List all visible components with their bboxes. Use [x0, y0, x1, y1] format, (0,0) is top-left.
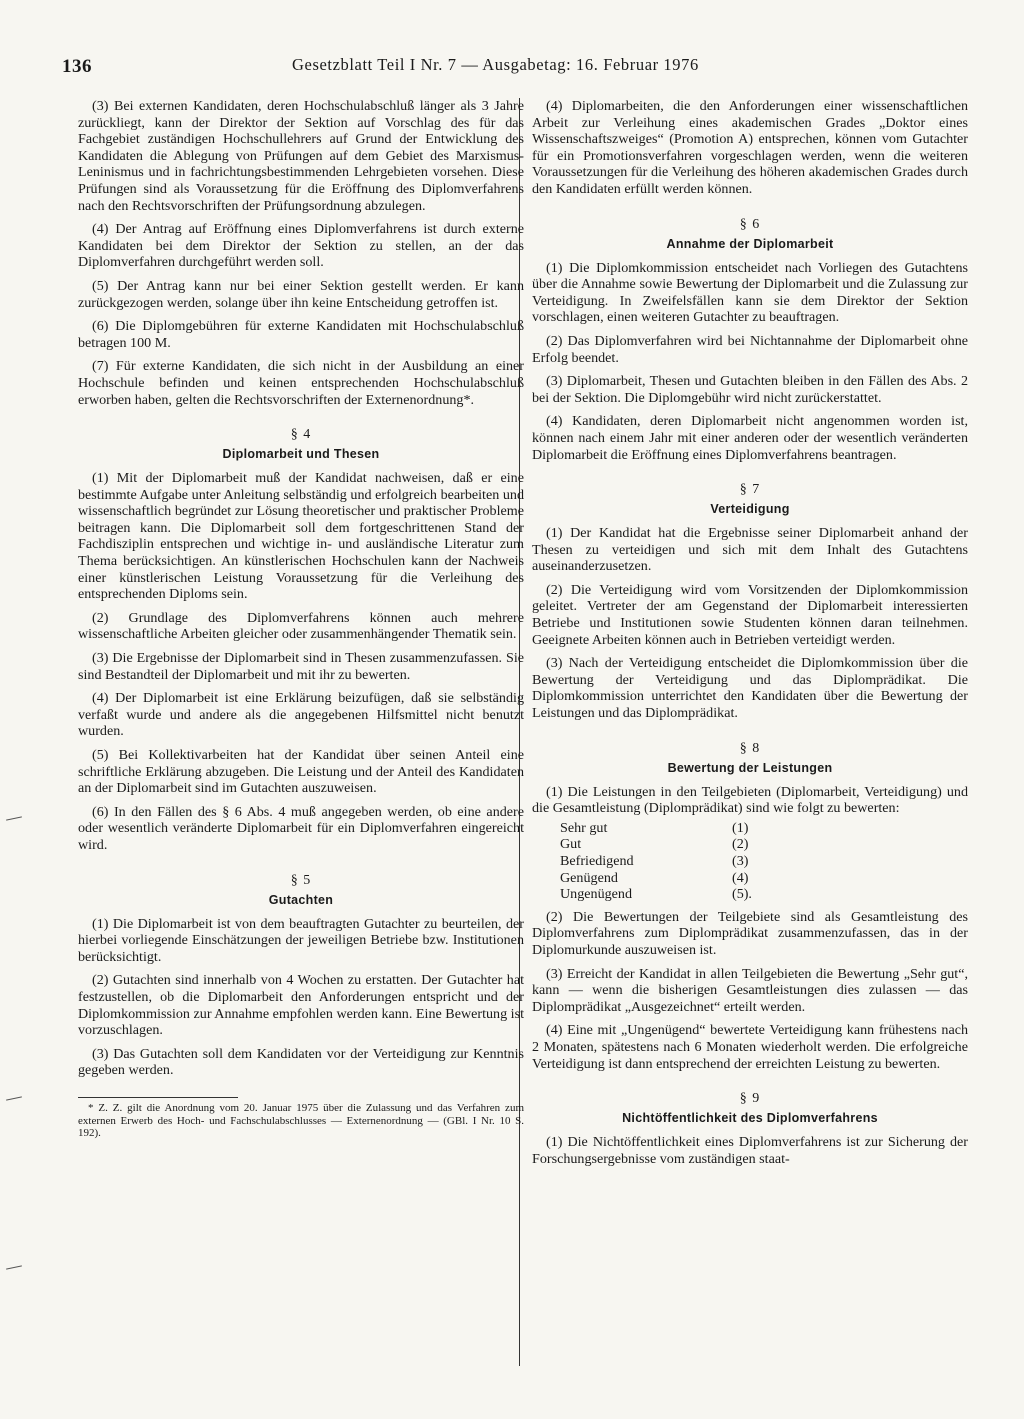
paragraph: (3) Bei externen Kandidaten, deren Hochschulabschluß länger als 3 Jahre zurückliegt, kann der Direktor der Sektion auf Vorschlag des für das Fachgebiet zuständigen Hochschullehrers auf Grund der Entwicklung des Kandidaten die Ablegung von Prüfungen auf dem Gebiet des Marxismus-Leninismus und in fachrichtungsbestimmenden Lehrgebieten vorsehen. Diese Prüfungen sind als Voraussetzung für die Eröffnung des Diplomverfahrens nach den Rechtsvorschriften der Prüfungsordnung abzulegen.	[78, 98, 524, 214]
section-number: § 8	[739, 740, 761, 756]
section-number: § 4	[290, 427, 312, 443]
paragraph: (4) Diplomarbeiten, die den Anforderungen einer wissenschaftlichen Arbeit zur Verleihung eines akademischen Grades „Doktor eines Wissenschaftszweiges“ (Promotion A) entsprechen, können vom Gutachter für ein Promotionsverfahren vorgeschlagen werden, wenn die weiteren Voraussetzungen für die Verleihung des höheren akademischen Grades durch den Kandidaten erfüllt werden können.	[532, 98, 968, 197]
paragraph: (7) Für externe Kandidaten, die sich nicht in der Ausbildung an einer Hochschule befinden und keinen entsprechenden Hochschulabschluß erworben haben, gelten die Rechtsvorschriften der Externenordnung*.	[78, 358, 524, 408]
running-header: Gesetzblatt Teil I Nr. 7 — Ausgabetag: 16. Februar 1976	[292, 55, 699, 74]
footnote: * Z. Z. gilt die Anordnung vom 20. Januar 1975 über die Zulassung und das Verfahren zum externen Erwerb des Hoch- und Fachschulabschlusses — Externenordnung — (GBl. I Nr. 10 S. 192).	[78, 1101, 524, 1140]
margin-mark	[6, 816, 22, 820]
paragraph: (6) In den Fällen des § 6 Abs. 4 muß angegeben werden, ob eine andere oder wesentlich veränderte Diplomarbeit für ein Diplomverfahren eingereicht wird.	[78, 803, 524, 853]
grade-name: Genügend	[560, 869, 618, 886]
paragraph: (4) Der Diplomarbeit ist eine Erklärung beizufügen, daß sie selbständig verfaßt wurde und andere als die angegebenen Hilfsmittel nicht benutzt wurden.	[78, 690, 524, 740]
section-number: § 9	[739, 1091, 761, 1107]
right-column	[532, 98, 968, 1174]
section-number: § 7	[739, 482, 761, 498]
paragraph: (5) Bei Kollektivarbeiten hat der Kandidat über seinen Anteil eine schriftliche Erklärung abzugeben. Die Leistung und der Anteil des Kandidaten an der Diplomarbeit sind im Gutachten auszuweisen.	[78, 747, 524, 797]
left-column	[78, 98, 524, 1140]
paragraph: (3) Das Gutachten soll dem Kandidaten vor der Verteidigung zur Kenntnis gegeben werden.	[78, 1045, 524, 1079]
grade-row	[560, 820, 968, 837]
grade-code: (4)	[732, 869, 749, 886]
grade-code: (5).	[732, 886, 752, 903]
paragraph: (2) Gutachten sind innerhalb von 4 Wochen zu erstatten. Der Gutachter hat festzustellen, ob die Diplomarbeit den Anforderungen entspricht und der Diplomkommission zur Annahme empfohlen werden kann. Eine Bewertung ist vorzuschlagen.	[78, 972, 524, 1039]
grade-code: (3)	[732, 853, 749, 869]
paragraph: (4) Kandidaten, deren Diplomarbeit nicht angenommen worden ist, können nach einem Jahr mit einer anderen oder der wesentlich veränderten Diplomarbeit die Eröffnung eines Diplomverfahrens beantragen.	[532, 413, 968, 463]
grade-row	[560, 836, 968, 853]
page-number: 136	[62, 56, 92, 77]
paragraph: (1) Die Nichtöffentlichkeit eines Diplomverfahrens ist zur Sicherung der Forschungsergebnisse vom zuständigen staat-	[532, 1134, 968, 1167]
section-heading-4	[78, 426, 524, 464]
paragraph: (1) Die Leistungen in den Teilgebieten (Diplomarbeit, Verteidigung) und die Gesamtleistung (Diplomprädikat) sind wie folgt zu bewerten:	[532, 783, 968, 817]
section-number: § 6	[739, 216, 761, 232]
section-title: Gutachten	[268, 892, 334, 907]
paragraph: (4) Eine mit „Ungenügend“ bewertete Verteidigung kann frühestens nach 2 Monaten, spätestens nach 6 Monaten wiederholt werden. Die erfolgreiche Verteidigung ist dann entsprechend der erreichten Leistung zu bewerten.	[532, 1022, 968, 1072]
paragraph: (1) Die Diplomkommission entscheidet nach Vorliegen des Gutachtens über die Annahme sowie Bewertung der Diplomarbeit und die Zulassung zur Verteidigung. In Zweifelsfällen kann sie dem Direktor der Sektion vorschlagen, einen weiteren Gutachter zu beauftragen.	[532, 259, 968, 326]
grade-name: Befriedigend	[560, 853, 634, 869]
section-heading-5	[78, 872, 524, 910]
grade-scale	[560, 820, 968, 903]
paragraph: (3) Erreicht der Kandidat in allen Teilgebieten die Bewertung „Sehr gut“, kann — wenn die bisherigen Gesamtleistungen dies zulassen — das Diplomprädikat „Ausgezeichnet“ erteilt werden.	[532, 965, 968, 1015]
section-title: Bewertung der Leistungen	[667, 760, 833, 775]
paragraph: (3) Nach der Verteidigung entscheidet die Diplomkommission über die Bewertung der Verteidigung und das Diplomprädikat. Die Diplomkommission unterrichtet den Kandidaten über die Bewertung der Leistungen und das Diplomprädikat.	[532, 655, 968, 722]
paragraph: (4) Der Antrag auf Eröffnung eines Diplomverfahrens ist durch externe Kandidaten bei dem Direktor der Sektion zu stellen, an der das Diplomverfahren durchgeführt werden soll.	[78, 221, 524, 271]
paragraph: (3) Diplomarbeit, Thesen und Gutachten bleiben in den Fällen des Abs. 2 bei der Sektion. Die Diplomgebühr wird nicht zurückerstattet.	[532, 373, 968, 406]
section-number: § 5	[290, 872, 312, 888]
grade-name: Ungenügend	[560, 886, 633, 903]
section-heading-7	[532, 481, 968, 519]
grade-name: Gut	[560, 836, 582, 853]
grade-code: (1)	[732, 819, 749, 836]
section-heading-9	[532, 1090, 968, 1128]
section-heading-8	[532, 740, 968, 778]
section-title: Annahme der Diplomarbeit	[666, 236, 834, 251]
paragraph: (2) Die Verteidigung wird vom Vorsitzenden der Diplomkommission geleitet. Vertreter der am Gegenstand der Diplomarbeit interessierten Betriebe und Institutionen sowie Studenten können daran teilnehmen. Geeignete Arbeiten können auch in Betrieben verteidigt werden.	[532, 581, 968, 648]
grade-name: Sehr gut	[560, 819, 608, 836]
paragraph: (6) Die Diplomgebühren für externe Kandidaten mit Hochschulabschluß betragen 100 M.	[78, 318, 524, 351]
section-title: Diplomarbeit und Thesen	[222, 447, 380, 462]
paragraph: (3) Die Ergebnisse der Diplomarbeit sind in Thesen zusammenzufassen. Sie sind Bestandteil der Diplomarbeit und mit ihr zu bewerten.	[78, 650, 524, 683]
paragraph: (1) Der Kandidat hat die Ergebnisse seiner Diplomarbeit anhand der Thesen zu verteidigen und sich mit dem Inhalt des Gutachtens auseinanderzusetzen.	[532, 525, 968, 575]
section-title: Verteidigung	[710, 502, 790, 517]
margin-mark	[6, 1265, 22, 1269]
paragraph: (1) Mit der Diplomarbeit muß der Kandidat nachweisen, daß er eine bestimmte Aufgabe unter Anleitung selbständig und erfolgreich bearbeiten und wissenschaftlich begründet zur Lösung theoretischer und praktischer Probleme beitragen kann. Die Diplomarbeit soll dem fortgeschrittenen Stand der Fachdisziplin entsprechen und wichtige in- und ausländische Literatur zum Thema berücksichtigen. An künstlerischen Hochschulen kann der Nachweis einer künstlerischen Leistung Voraussetzung für die Verleihung des entsprechenden Diploms sein.	[78, 470, 524, 603]
section-heading-6	[532, 216, 968, 254]
grade-code: (2)	[732, 836, 749, 853]
grade-row	[560, 886, 968, 903]
paragraph: (2) Das Diplomverfahren wird bei Nichtannahme der Diplomarbeit ohne Erfolg beendet.	[532, 332, 968, 366]
paragraph: (1) Die Diplomarbeit ist von dem beauftragten Gutachter zu beurteilen, der hierbei vorliegende Einschätzungen der jeweiligen Betriebe bzw. Institutionen berücksichtigt.	[78, 915, 524, 965]
grade-row	[560, 853, 968, 870]
paragraph: (2) Grundlage des Diplomverfahrens können auch mehrere wissenschaftliche Arbeiten gleicher oder zusammenhängender Thematik sein.	[78, 609, 524, 643]
paragraph: (5) Der Antrag kann nur bei einer Sektion gestellt werden. Er kann zurückgezogen werden, solange über ihn keine Entscheidung getroffen ist.	[78, 277, 524, 311]
section-title: Nichtöffentlichkeit des Diplomverfahrens	[622, 1111, 878, 1126]
margin-mark	[6, 1096, 22, 1100]
grade-row	[560, 870, 968, 887]
paragraph: (2) Die Bewertungen der Teilgebiete sind als Gesamtleistung des Diplomverfahrens zum Diplomprädikat zusammenzufassen, das in der Diplomurkunde auszuweisen ist.	[532, 908, 968, 958]
footnote-rule	[78, 1097, 238, 1098]
